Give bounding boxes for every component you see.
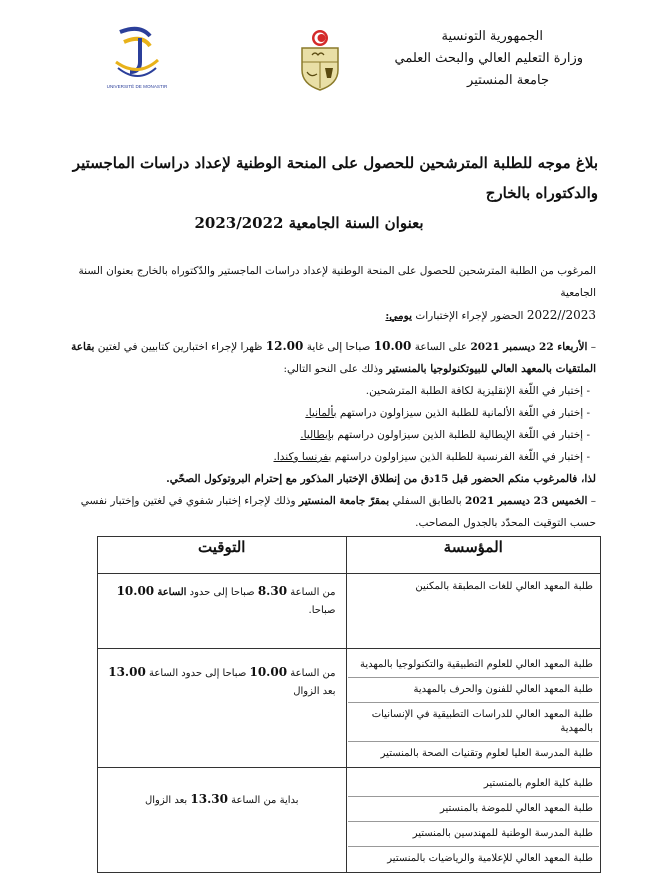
time-end: 13.00 (108, 665, 146, 679)
title-line-1: بلاغ موجه للطلبة المترشحين للحصول على المنحة الوطنية لإعداد دراسات الماجستير والدكتوراه بالخارج (72, 154, 598, 202)
bullet-italian: - إختبار في اللّغة الإيطالية للطلبة الذين سيزاولون دراستهم بإيطاليا. (300, 429, 590, 441)
bullet-text: إختبار في اللّغة الألمانية للطلبة الذين سيزاولون دراستهم (336, 407, 584, 419)
time-text: صباحا إلى حدود (186, 587, 258, 598)
start-hour: 10.00 (373, 339, 412, 353)
bullet-text: إختبار في اللّغة الفرنسية للطلبة الذين سيزاولون دراستهم (331, 451, 584, 463)
time-start: 10.00 (249, 665, 288, 679)
ministry-name: وزارة التعليم العالي والبحث العلمي (394, 51, 583, 66)
university-name: جامعة المنستير (467, 73, 549, 88)
attendance-notice: لذا، فالمرغوب منكم الحضور قبل 15دق من إنطلاق الإختبار المذكور مع إحترام البروتوكول الصحّي. (166, 473, 596, 485)
wednesday-paragraph (56, 335, 596, 380)
institution-name: طلبة المدرسة الوطنية للمهندسين بالمنستير (348, 822, 599, 847)
institution-name: طلبة المدرسة العليا لعلوم وتقنيات الصحة بالمنستير (380, 748, 593, 759)
text-span: وذلك على النحو التالي: (283, 363, 387, 375)
tunisia-emblem-icon (290, 28, 350, 92)
announcement-body (56, 260, 596, 534)
title-line-2: بعنوان السنة الجامعية 2023/2022 (194, 214, 424, 232)
time-text: بداية من الساعة (227, 795, 299, 806)
institution-name: طلبة المعهد العالي للفنون والحرف بالمهدية (348, 678, 599, 703)
bullet-country: بفرنسا وكندا. (273, 451, 332, 463)
bullet-french: - إختبار في اللّغة الفرنسية للطلبة الذين سيزاولون دراستهم بفرنسا وكندا. (273, 451, 590, 463)
intro-year: 2023//2022 (526, 308, 596, 322)
time-text: بعد الزوال (293, 686, 336, 697)
text-span: وذلك لإجراء إختبار شفوي في لغتين وإختبار نفسي حسب التوقيت المحدّد بالجدول المصاحب. (80, 495, 596, 529)
time-start: 13.30 (190, 792, 228, 806)
time-text: من الساعة (287, 668, 336, 679)
university-logo-caption: UNIVERSITÉ DE MONASTIR (106, 84, 168, 89)
institution-name: طلبة المعهد العالي للعلوم التطبيقية والتكنولوجيا بالمهدية (348, 650, 599, 678)
university-logo-icon (106, 24, 168, 92)
time-start: 8.30 (257, 584, 288, 598)
institution-name: طلبة المعهد العالي للموضة بالمنستير (348, 797, 599, 822)
thursday-paragraph (56, 490, 596, 534)
text-span: صباحا إلى غاية (303, 341, 374, 353)
time-text: صباحا إلى حدود الساعة (145, 668, 250, 679)
institution-name: طلبة المعهد العالي للإعلامية والرياضيات بالمنستير (387, 853, 593, 864)
bullet-text: إختبار في اللّغة الإيطالية للطلبة الذين سيزاولون دراستهم (334, 429, 584, 441)
table-header-row (98, 537, 601, 574)
time-cell (98, 649, 347, 768)
bullet-english: - إختبار في اللّغة الإنقليزية لكافة الطلبة المترشحين. (365, 385, 590, 397)
oral-exam-venue: بمقرّ جامعة المنستير (298, 495, 390, 507)
thursday-date: الخميس 23 ديسمبر 2021 (465, 495, 588, 507)
wednesday-date: الأربعاء 22 ديسمبر 2021 (470, 341, 588, 353)
end-hour: 12.00 (265, 339, 304, 353)
dash: – (587, 495, 596, 507)
intro-days: يومي: (385, 310, 413, 322)
table-row (98, 768, 601, 873)
time-column-header: التوقيت (98, 537, 347, 574)
announcement-title (60, 148, 598, 238)
intro-rest: الحضور لإجراء الإختبارات (412, 310, 527, 322)
country-name: الجمهورية التونسية (441, 29, 543, 44)
bullet-country: بألمانيا. (305, 407, 337, 419)
table-row (98, 649, 601, 768)
table-row (98, 574, 601, 649)
letterhead (0, 0, 649, 125)
bullet-german: - إختبار في اللّغة الألمانية للطلبة الذين سيزاولون دراستهم بألمانيا. (305, 407, 590, 419)
dash: – (587, 341, 596, 353)
text-span: ظهرا لإجراء اختبارين كتابيين في لغتين (94, 341, 266, 353)
bullet-country: بإيطاليا. (300, 429, 335, 441)
institution-column-header: المؤسسة (346, 537, 600, 574)
institution-name: طلبة كلية العلوم بالمنستير (348, 769, 599, 797)
institution-cell (346, 649, 600, 768)
intro-paragraph (56, 260, 596, 327)
text-span: على الساعة (411, 341, 471, 353)
institution-cell (346, 768, 600, 873)
intro-text: المرغوب من الطلبة المترشحين للحصول على المنحة الوطنية لإعداد دراسات الماجستير والدّكتوراه بالخارج بعنوان السنة الجامعية (78, 265, 596, 299)
time-text: صباحا. (308, 605, 336, 616)
exam-venue: بقاعة الملتقيات بالمعهد العالي للبيوتكنولوجيا بالمنستير (71, 341, 596, 375)
time-end: 10.00 (116, 584, 155, 598)
time-cell (98, 768, 347, 873)
time-text: بعد الزوال (144, 795, 191, 806)
time-text: من الساعة (287, 587, 336, 598)
institution-name: طلبة المعهد العالي للدراسات التطبيقية في الإنسانيات بالمهدية (348, 703, 599, 742)
institution-name: طلبة المعهد العالي للغات المطبقة بالمكنين (415, 581, 593, 592)
letterhead-text (395, 26, 583, 92)
bullet-text: إختبار في اللّغة الإنقليزية لكافة الطلبة المترشحين. (365, 385, 584, 397)
time-cell (98, 574, 347, 649)
text-span: بالطابق السفلي (389, 495, 466, 507)
schedule-table (97, 536, 601, 873)
institution-cell (346, 574, 600, 649)
time-text: الساعة (157, 587, 187, 598)
